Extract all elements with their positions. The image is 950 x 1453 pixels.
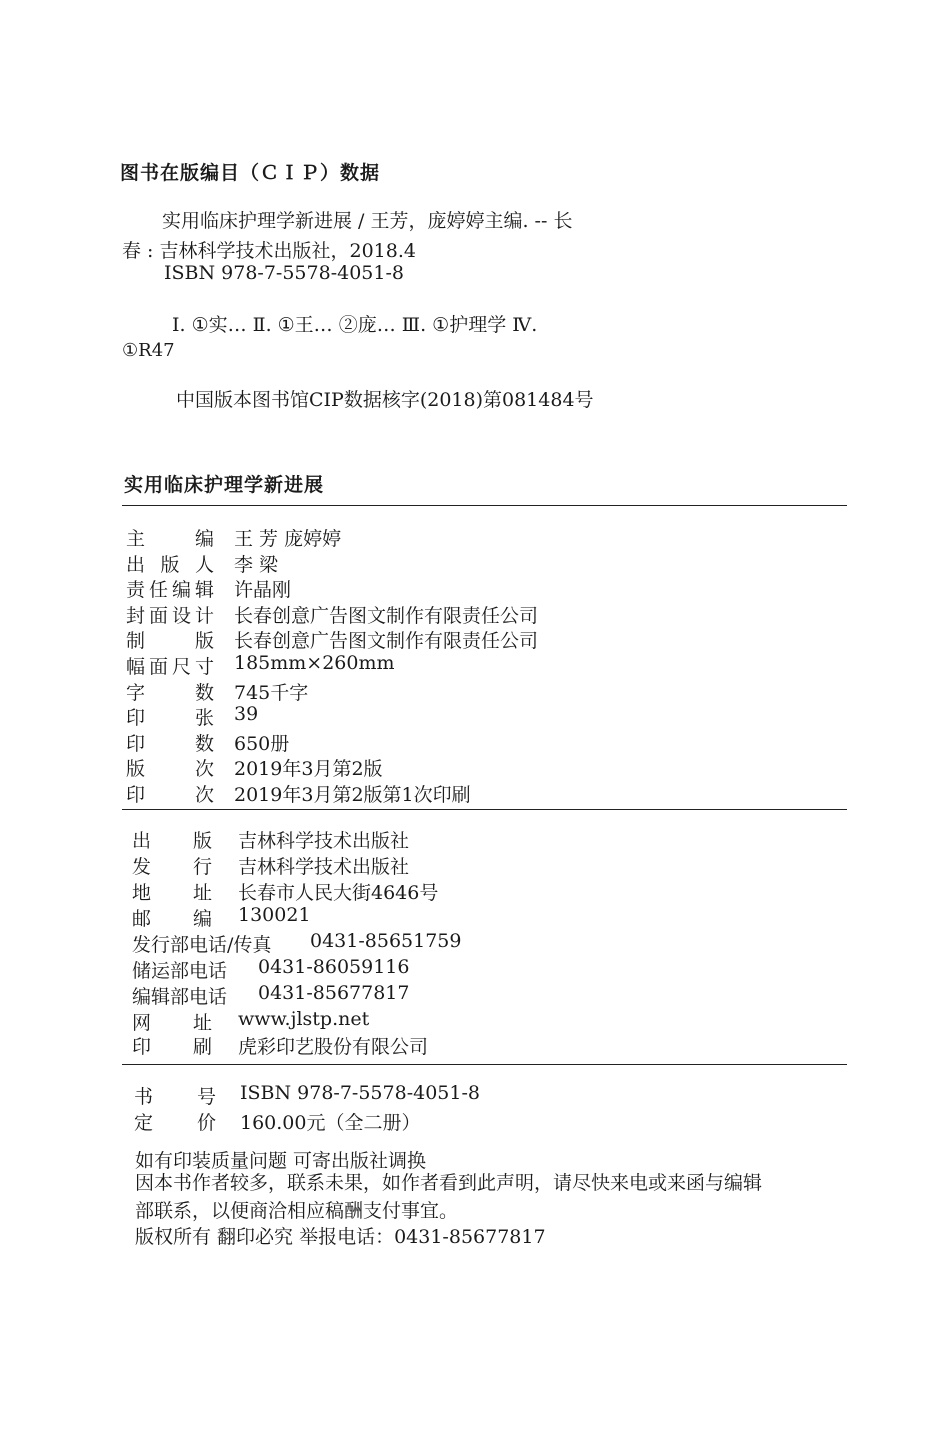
credit-label-char: 数 bbox=[194, 733, 214, 755]
address-label: 地 址 bbox=[132, 882, 212, 904]
cip-heading: 图书在版编目（ＣＩＰ）数据 bbox=[120, 162, 381, 184]
author-notice-line-1: 因本书作者较多，联系未果，如作者看到此声明，请尽快来电或来函与编辑 bbox=[135, 1172, 763, 1194]
distributor-label: 发 行 bbox=[132, 856, 212, 878]
credit-value: 王 芳 庞婷婷 bbox=[234, 528, 342, 550]
credit-label-char: 版 bbox=[160, 554, 180, 576]
storage-phone-label: 储运部电话 bbox=[132, 960, 228, 982]
divider bbox=[122, 809, 847, 810]
credit-label-char: 字 bbox=[126, 682, 146, 704]
credit-label-char: 尺 bbox=[171, 656, 191, 678]
credit-label-char: 印 bbox=[126, 733, 146, 755]
price-value: 160.00元（全二册） bbox=[240, 1112, 421, 1134]
credit-label-char: 责 bbox=[126, 579, 146, 601]
credit-value: 745千字 bbox=[234, 682, 309, 704]
website-label: 网 址 bbox=[132, 1012, 212, 1034]
credit-label-char: 编 bbox=[194, 528, 214, 550]
rights-notice: 版权所有 翻印必究 举报电话：0431-85677817 bbox=[135, 1226, 546, 1248]
editorial-phone-value: 0431-85677817 bbox=[258, 982, 410, 1004]
cip-class-number: ①R47 bbox=[122, 340, 175, 361]
credit-label-char: 主 bbox=[126, 528, 146, 550]
credit-label-char: 版 bbox=[126, 758, 146, 780]
isbn-label: 书 号 bbox=[134, 1086, 216, 1108]
credit-label-char: 张 bbox=[194, 707, 214, 729]
credit-label bbox=[126, 754, 214, 781]
isbn-value: ISBN 978-7-5578-4051-8 bbox=[240, 1082, 480, 1104]
credit-label-char: 面 bbox=[148, 656, 168, 678]
credit-label bbox=[126, 575, 214, 602]
credit-label-char: 面 bbox=[148, 605, 168, 627]
credit-label-char: 次 bbox=[194, 758, 214, 780]
credit-label-char: 人 bbox=[194, 554, 214, 576]
sales-phone-label: 发行部电话/传真 bbox=[132, 934, 272, 956]
credit-label-char: 计 bbox=[194, 605, 214, 627]
price-label: 定 价 bbox=[134, 1112, 216, 1134]
postcode-value: 130021 bbox=[238, 904, 311, 926]
divider bbox=[122, 1064, 847, 1065]
credit-value: 39 bbox=[234, 703, 259, 725]
credit-label-char: 印 bbox=[126, 707, 146, 729]
credit-label-char: 辑 bbox=[194, 579, 214, 601]
credit-label-char: 设 bbox=[171, 605, 191, 627]
cip-subject-line: Ⅰ. ①实… Ⅱ. ①王… ②庞… Ⅲ. ①护理学 Ⅳ. bbox=[172, 314, 538, 336]
credit-label-char: 任 bbox=[148, 579, 168, 601]
credit-label bbox=[126, 626, 214, 653]
cip-record-number: 中国版本图书馆CIP数据核字(2018)第081484号 bbox=[176, 389, 594, 411]
credit-label-char: 编 bbox=[171, 579, 191, 601]
credit-label-char: 出 bbox=[126, 554, 146, 576]
author-notice-line-2: 部联系，以便商洽相应稿酬支付事宜。 bbox=[135, 1200, 459, 1222]
cip-publisher-line: 春 : 吉林科学技术出版社，2018.4 bbox=[122, 240, 416, 262]
cip-isbn-line: ISBN 978-7-5578-4051-8 bbox=[164, 262, 404, 284]
website-value: www.jlstp.net bbox=[238, 1008, 370, 1030]
credit-label-char: 制 bbox=[126, 630, 146, 652]
printer-value: 虎彩印艺股份有限公司 bbox=[238, 1036, 429, 1058]
publisher-value: 吉林科学技术出版社 bbox=[238, 830, 410, 852]
credit-label bbox=[126, 652, 214, 679]
distributor-value: 吉林科学技术出版社 bbox=[238, 856, 410, 878]
credit-value: 650册 bbox=[234, 733, 290, 755]
printer-label: 印 刷 bbox=[132, 1036, 212, 1058]
credit-label-char: 版 bbox=[194, 630, 214, 652]
book-title: 实用临床护理学新进展 bbox=[124, 474, 325, 496]
credit-label-char: 封 bbox=[126, 605, 146, 627]
credit-value: 长春创意广告图文制作有限责任公司 bbox=[234, 605, 539, 627]
credit-value: 许晶刚 bbox=[234, 579, 292, 601]
credit-label-char: 印 bbox=[126, 784, 146, 806]
credit-label bbox=[126, 780, 214, 807]
credit-value: 长春创意广告图文制作有限责任公司 bbox=[234, 630, 539, 652]
credit-label bbox=[126, 601, 214, 628]
credit-label-char: 数 bbox=[194, 682, 214, 704]
credit-value: 2019年3月第2版第1次印刷 bbox=[234, 784, 471, 806]
sales-phone-value: 0431-85651759 bbox=[310, 930, 462, 952]
cip-title-line: 实用临床护理学新进展 / 王芳，庞婷婷主编. -- 长 bbox=[162, 210, 573, 232]
editorial-phone-label: 编辑部电话 bbox=[132, 986, 228, 1008]
credit-label bbox=[126, 729, 214, 756]
credit-label bbox=[126, 703, 214, 730]
divider bbox=[122, 505, 847, 506]
credit-label-char: 幅 bbox=[126, 656, 146, 678]
credit-value: 2019年3月第2版 bbox=[234, 758, 383, 780]
credit-label bbox=[126, 524, 214, 551]
credit-label-char: 次 bbox=[194, 784, 214, 806]
credit-value: 185mm×260mm bbox=[234, 652, 395, 674]
credit-label bbox=[126, 550, 214, 577]
address-value: 长春市人民大街4646号 bbox=[238, 882, 439, 904]
quality-notice: 如有印装质量问题 可寄出版社调换 bbox=[135, 1150, 427, 1172]
credit-value: 李 梁 bbox=[234, 554, 279, 576]
credit-label-char: 寸 bbox=[194, 656, 214, 678]
publisher-label: 出 版 bbox=[132, 830, 212, 852]
storage-phone-value: 0431-86059116 bbox=[258, 956, 410, 978]
credit-label bbox=[126, 678, 214, 705]
postcode-label: 邮 编 bbox=[132, 908, 212, 930]
